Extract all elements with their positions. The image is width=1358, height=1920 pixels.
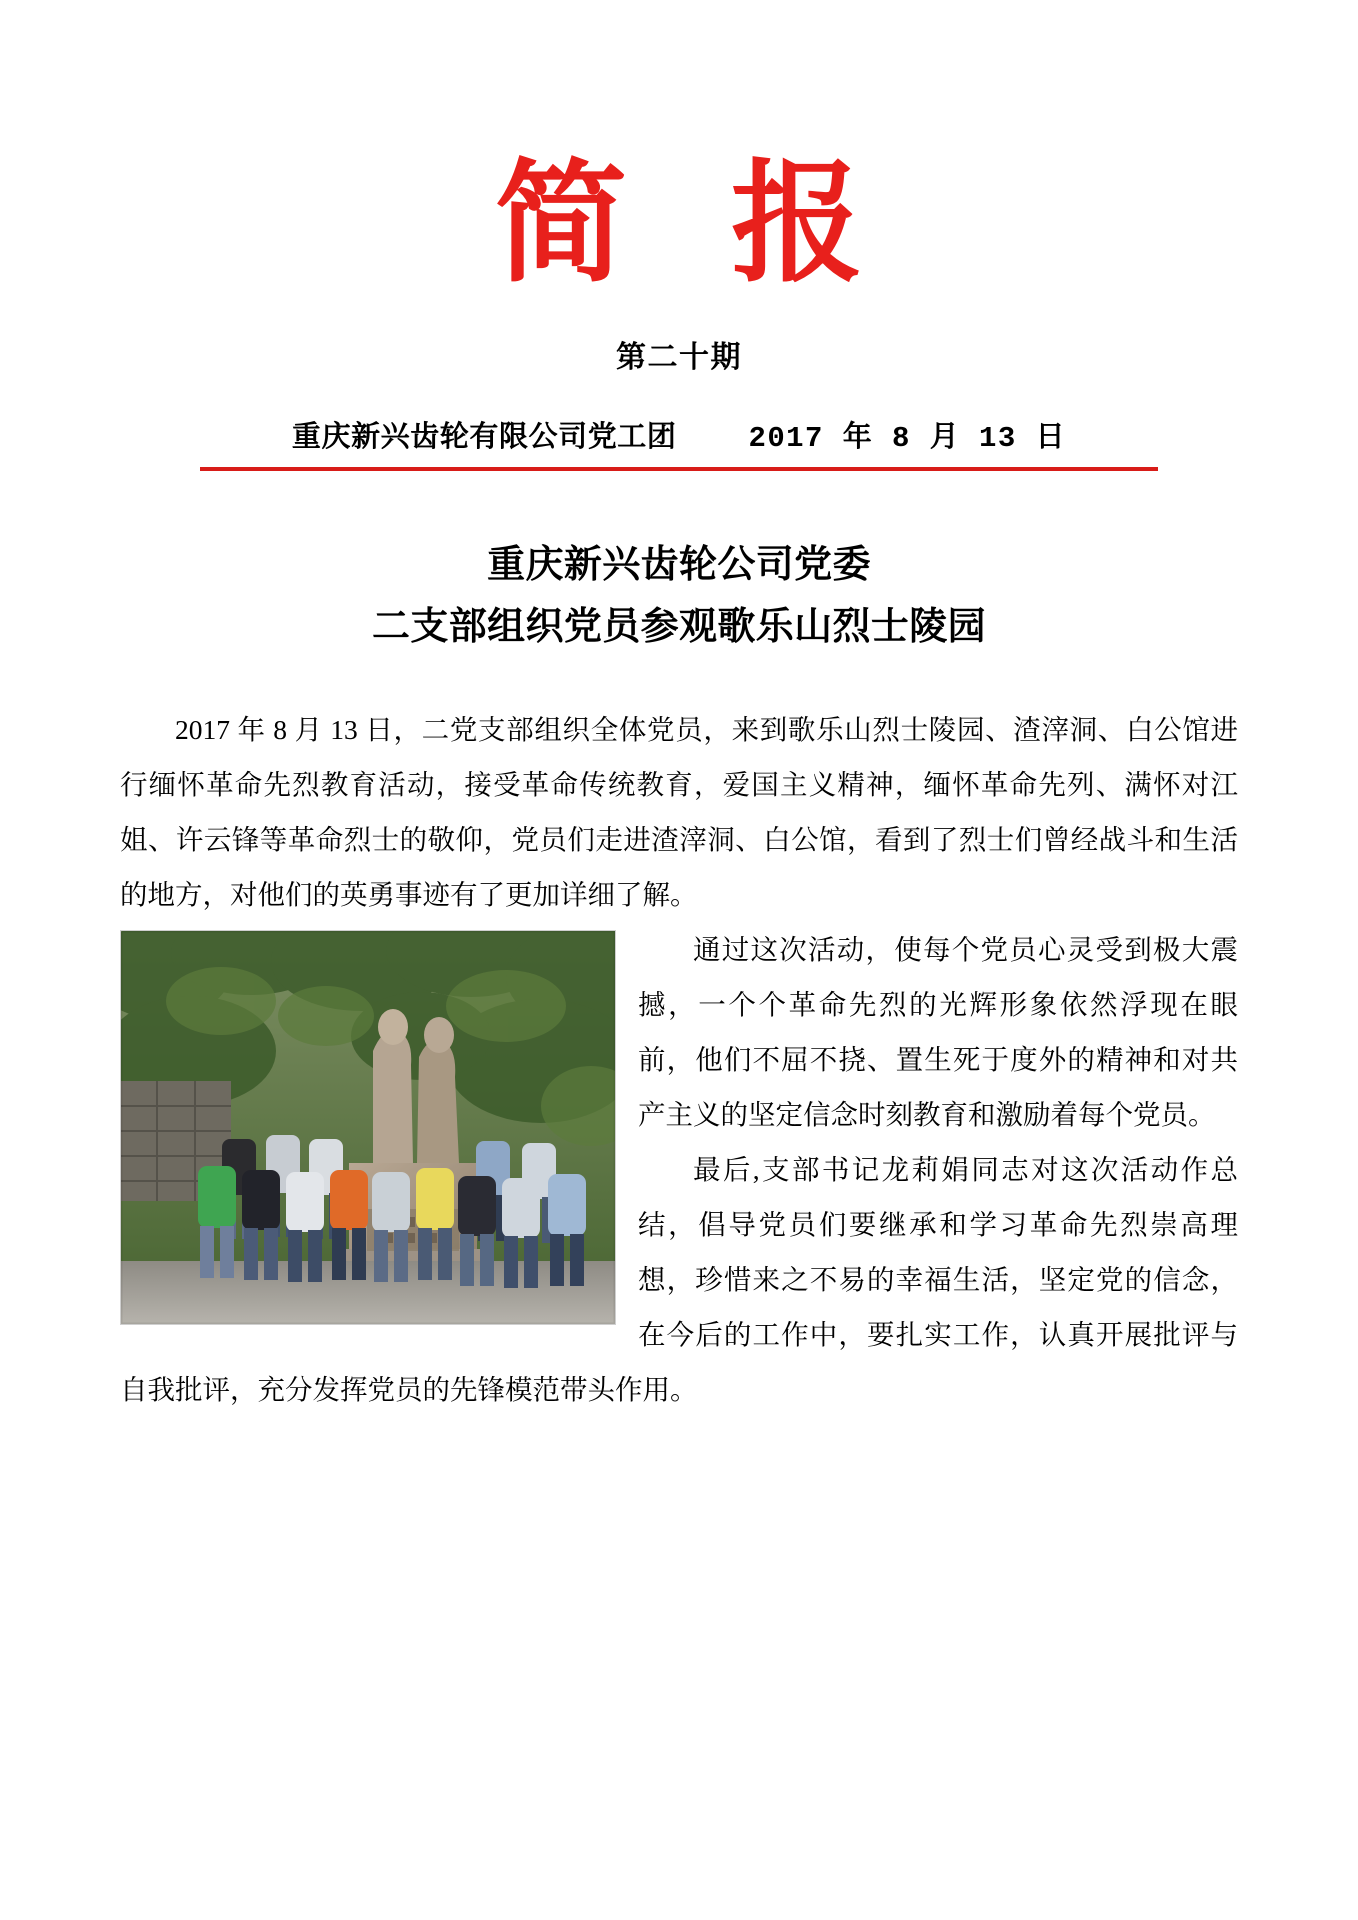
article-headline: [120, 533, 1238, 658]
masthead-meta: [120, 414, 1238, 471]
red-divider: [200, 467, 1158, 471]
headline-line-1: 重庆新兴齿轮公司党委: [487, 541, 871, 586]
article-body: [120, 702, 1238, 1417]
body-paragraph-3: 最后,支部书记龙莉娟同志对这次活动作总结，倡导党员们要继承和学习革命先烈崇高理想，珍惜来之不易的幸福生活，坚定党的信念，在今后的工作中，要扎实工作，认真开展批评与自我批评，充分发挥党员的先锋模范带头作用。: [120, 1153, 1238, 1405]
masthead: [120, 0, 1238, 376]
issue-number: 第二十期: [616, 340, 742, 374]
headline-line-2: 二支部组织党员参观歌乐山烈士陵园: [371, 604, 987, 649]
group-photo: [120, 930, 616, 1325]
page-title: 简 报: [494, 146, 893, 301]
org-date-row: [120, 414, 1238, 463]
body-paragraph-2: 通过这次活动，使每个党员心灵受到极大震撼，一个个革命先烈的光辉形象依然浮现在眼前，他们不屈不挠、置生死于度外的精神和对共产主义的坚定信念时刻教育和激励着每个党员。: [638, 933, 1238, 1130]
publish-date: 2017 年 8 月 13 日: [748, 421, 1067, 455]
body-paragraph-1: 2017 年 8 月 13 日，二党支部组织全体党员，来到歌乐山烈士陵园、渣滓洞、白公馆进行缅怀革命先烈教育活动，接受革命传统教育，爱国主义精神，缅怀革命先列、满怀对江姐、许云锋等革命烈士的敬仰，党员们走进渣滓洞、白公馆，看到了烈士们曾经战斗和生活的地方，对他们的英勇事迹有了更加详细了解。: [120, 713, 1238, 910]
organization-name: 重庆新兴齿轮有限公司党工团: [291, 418, 677, 453]
